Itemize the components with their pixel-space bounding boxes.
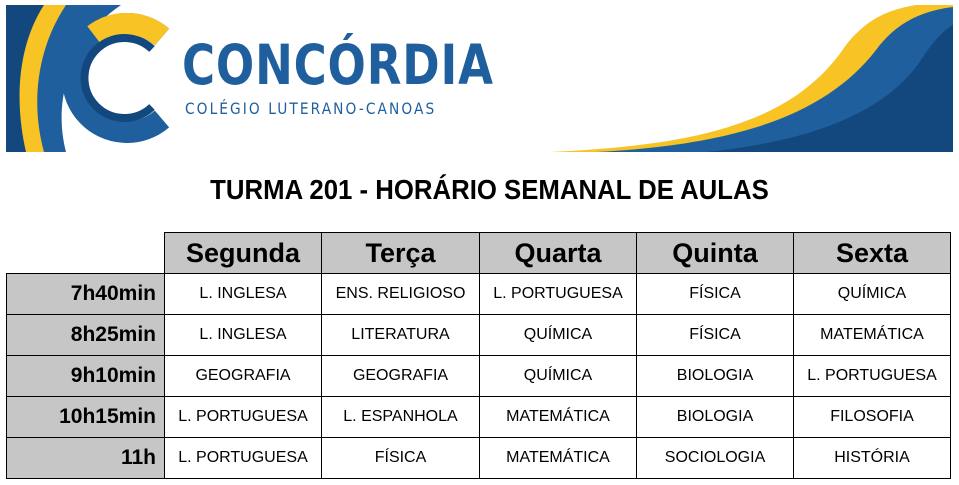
page-title: TURMA 201 - HORÁRIO SEMANAL DE AULAS	[210, 174, 769, 205]
class-cell: QUÍMICA	[480, 315, 637, 356]
class-cell: GEOGRAFIA	[165, 356, 322, 397]
class-cell: SOCIOLOGIA	[637, 438, 794, 479]
class-cell: MATEMÁTICA	[480, 438, 637, 479]
table-row	[7, 397, 951, 438]
class-cell: BIOLOGIA	[637, 397, 794, 438]
schedule-table	[6, 232, 951, 479]
table-row	[7, 356, 951, 397]
day-header: Terça	[322, 233, 480, 274]
day-header: Sexta	[794, 233, 951, 274]
class-cell: MATEMÁTICA	[480, 397, 637, 438]
time-slot: 7h40min	[7, 274, 165, 315]
logo-c-icon	[54, 13, 184, 143]
day-header: Segunda	[165, 233, 322, 274]
class-cell: FÍSICA	[322, 438, 480, 479]
class-cell: L. PORTUGUESA	[165, 438, 322, 479]
table-row	[7, 274, 951, 315]
class-cell: LITERATURA	[322, 315, 480, 356]
class-cell: FÍSICA	[637, 315, 794, 356]
corner-cell	[7, 233, 165, 274]
class-cell: QUÍMICA	[794, 274, 951, 315]
class-cell: FÍSICA	[637, 274, 794, 315]
class-cell: BIOLOGIA	[637, 356, 794, 397]
class-cell: L. PORTUGUESA	[165, 397, 322, 438]
brand-subtitle: COLÉGIO LUTERANO-CANOAS	[185, 99, 437, 118]
class-cell: FILOSOFIA	[794, 397, 951, 438]
class-cell: GEOGRAFIA	[322, 356, 480, 397]
table-row	[7, 315, 951, 356]
class-cell: L. INGLESA	[165, 315, 322, 356]
header-row	[7, 233, 951, 274]
class-cell: L. PORTUGUESA	[480, 274, 637, 315]
class-cell: MATEMÁTICA	[794, 315, 951, 356]
time-slot: 11h	[7, 438, 165, 479]
table-row	[7, 438, 951, 479]
time-slot: 9h10min	[7, 356, 165, 397]
class-cell: L. INGLESA	[165, 274, 322, 315]
header-banner	[6, 5, 953, 152]
day-header: Quinta	[637, 233, 794, 274]
time-slot: 10h15min	[7, 397, 165, 438]
brand-name: CONCÓRDIA	[182, 33, 494, 97]
class-cell: L. PORTUGUESA	[794, 356, 951, 397]
time-slot: 8h25min	[7, 315, 165, 356]
class-cell: HISTÓRIA	[794, 438, 951, 479]
day-header: Quarta	[480, 233, 637, 274]
class-cell: ENS. RELIGIOSO	[322, 274, 480, 315]
class-cell: L. ESPANHOLA	[322, 397, 480, 438]
class-cell: QUÍMICA	[480, 356, 637, 397]
